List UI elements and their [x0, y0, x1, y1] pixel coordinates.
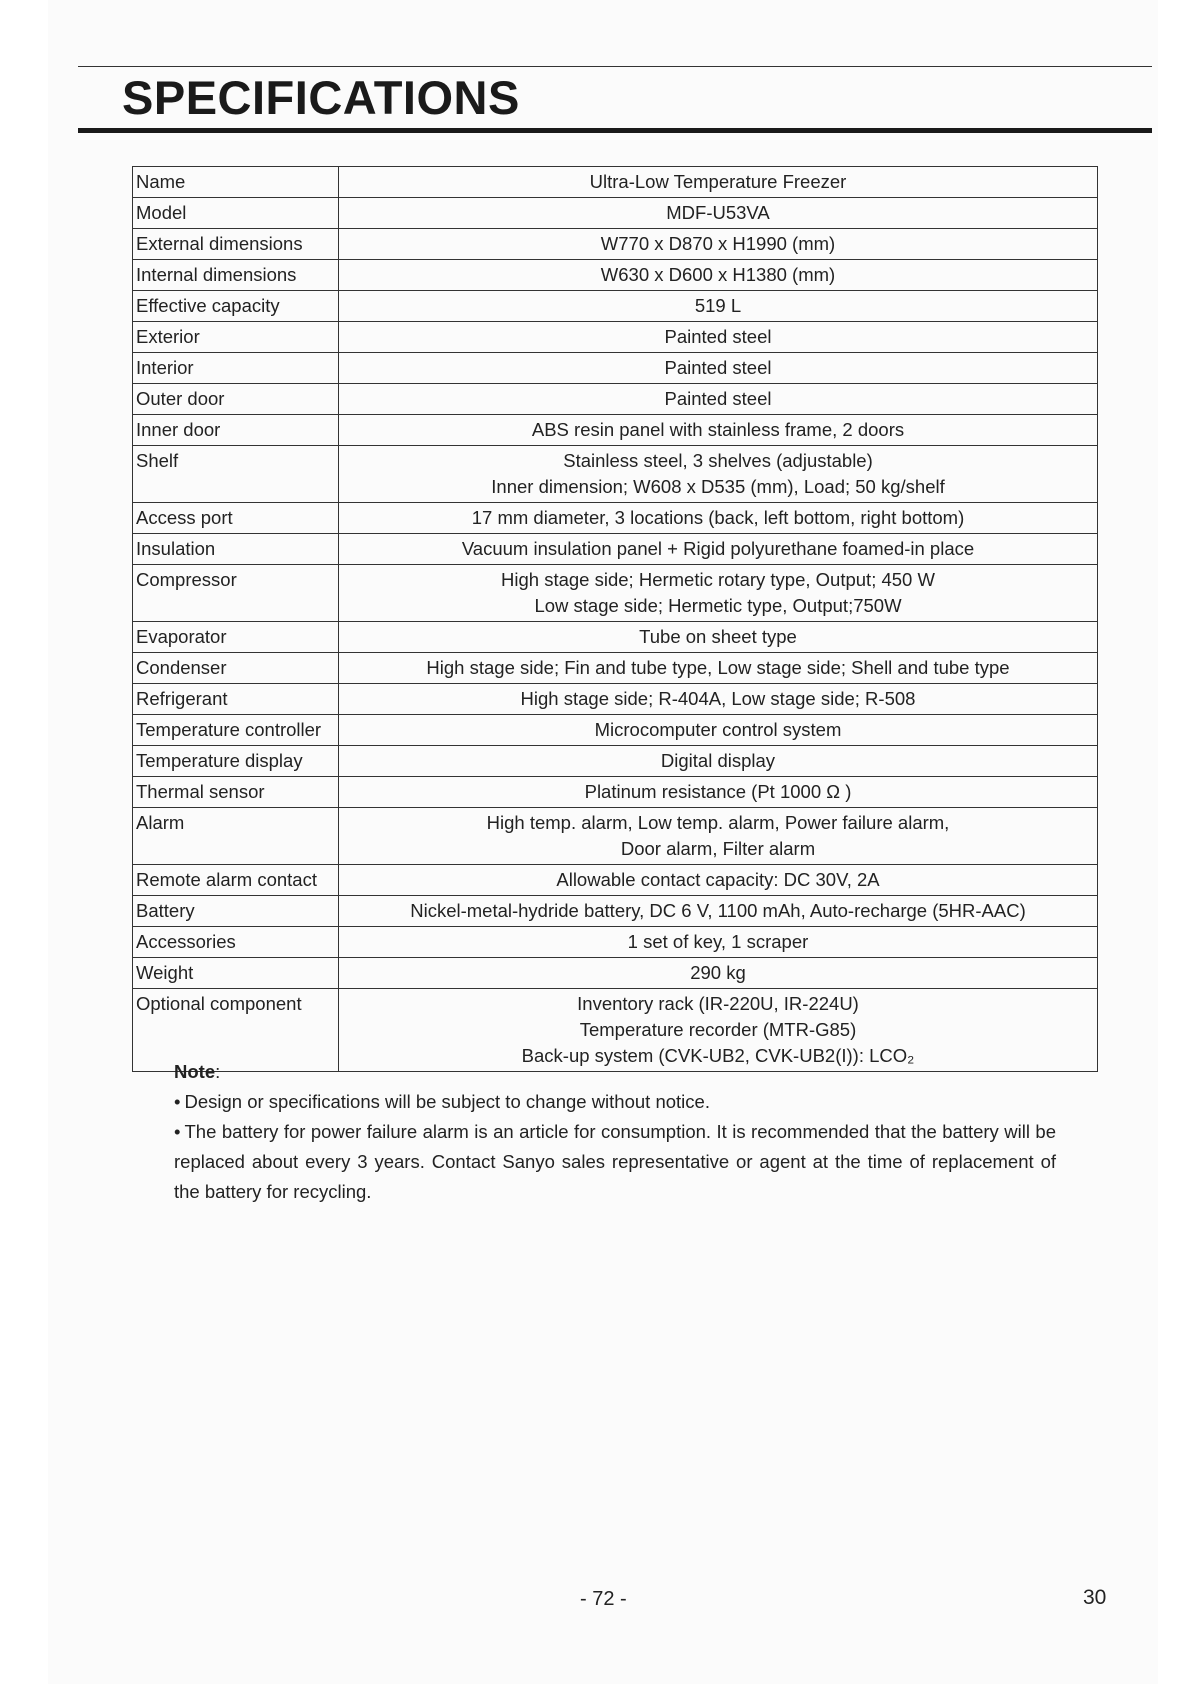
table-row	[133, 260, 1098, 291]
table-row	[133, 353, 1098, 384]
table-row	[133, 198, 1098, 229]
spec-label: Alarm	[133, 808, 339, 865]
spec-value-line: Nickel-metal-hydride battery, DC 6 V, 1100 mAh, Auto-recharge (5HR-AAC)	[410, 900, 1026, 921]
spec-value	[339, 353, 1098, 384]
specifications-table-body	[133, 167, 1098, 1072]
spec-value	[339, 653, 1098, 684]
spec-value-line: Tube on sheet type	[639, 626, 797, 647]
spec-value-line: High stage side; Hermetic rotary type, Output; 450 W	[501, 569, 935, 590]
page-title: SPECIFICATIONS	[122, 71, 520, 124]
spec-value	[339, 167, 1098, 198]
spec-label: Compressor	[133, 565, 339, 622]
spec-value-line: 1 set of key, 1 scraper	[627, 931, 809, 952]
spec-value-line: 519 L	[694, 295, 742, 316]
table-row	[133, 777, 1098, 808]
spec-label: Accessories	[133, 927, 339, 958]
spec-value-line: Door alarm, Filter alarm	[620, 838, 816, 859]
spec-value-line: W770 x D870 x H1990 (mm)	[600, 233, 836, 254]
spec-value	[339, 534, 1098, 565]
spec-label: Remote alarm contact	[133, 865, 339, 896]
spec-value	[339, 777, 1098, 808]
table-row	[133, 415, 1098, 446]
spec-value-line: W630 x D600 x H1380 (mm)	[600, 264, 836, 285]
spec-value	[339, 503, 1098, 534]
spec-value-line: High stage side; R-404A, Low stage side; R-508	[520, 688, 916, 709]
spec-value-line: Vacuum insulation panel + Rigid polyurethane foamed-in place	[461, 538, 975, 559]
notes-section	[174, 1057, 1056, 1207]
table-row	[133, 503, 1098, 534]
table-row	[133, 167, 1098, 198]
spec-value	[339, 622, 1098, 653]
spec-value-line: Low stage side; Hermetic type, Output;750W	[534, 595, 902, 616]
spec-value-line: Stainless steel, 3 shelves (adjustable)	[563, 450, 873, 471]
bullet-icon: •	[174, 1121, 181, 1142]
spec-value	[339, 958, 1098, 989]
spec-label: Effective capacity	[133, 291, 339, 322]
table-row	[133, 896, 1098, 927]
spec-value-line: Allowable contact capacity: DC 30V, 2A	[556, 869, 880, 890]
spec-value-line: Back-up system (CVK-UB2, CVK-UB2(I)): LCO₂	[521, 1045, 915, 1066]
spec-label: Internal dimensions	[133, 260, 339, 291]
spec-value	[339, 291, 1098, 322]
table-row	[133, 684, 1098, 715]
spec-label: Temperature display	[133, 746, 339, 777]
spec-value	[339, 865, 1098, 896]
spec-value	[339, 260, 1098, 291]
spec-value-line: 17 mm diameter, 3 locations (back, left bottom, right bottom)	[471, 507, 965, 528]
spec-label: Condenser	[133, 653, 339, 684]
note-item	[174, 1087, 1056, 1117]
spec-value-line: Painted steel	[664, 326, 772, 347]
table-row	[133, 384, 1098, 415]
table-row	[133, 808, 1098, 865]
spec-value	[339, 229, 1098, 260]
table-row	[133, 565, 1098, 622]
spec-label: Weight	[133, 958, 339, 989]
spec-label: Exterior	[133, 322, 339, 353]
spec-value-line: Microcomputer control system	[594, 719, 842, 740]
table-row	[133, 927, 1098, 958]
note-title-colon: :	[215, 1061, 221, 1082]
table-row	[133, 622, 1098, 653]
spec-value-line: Painted steel	[664, 388, 772, 409]
spec-label: External dimensions	[133, 229, 339, 260]
spec-label: Model	[133, 198, 339, 229]
specifications-table	[132, 166, 1098, 1072]
spec-label: Thermal sensor	[133, 777, 339, 808]
spec-label: Battery	[133, 896, 339, 927]
spec-value	[339, 684, 1098, 715]
spec-value	[339, 715, 1098, 746]
top-rule	[78, 66, 1152, 67]
spec-value	[339, 896, 1098, 927]
spec-value	[339, 322, 1098, 353]
spec-label: Refrigerant	[133, 684, 339, 715]
spec-value-line: Temperature recorder (MTR-G85)	[579, 1019, 857, 1040]
spec-label: Name	[133, 167, 339, 198]
spec-label: Access port	[133, 503, 339, 534]
table-row	[133, 322, 1098, 353]
spec-value	[339, 746, 1098, 777]
spec-value	[339, 808, 1098, 865]
bullet-icon: •	[174, 1091, 181, 1112]
spec-value-line: High stage side; Fin and tube type, Low stage side; Shell and tube type	[426, 657, 1010, 678]
spec-value-line: Ultra-Low Temperature Freezer	[589, 171, 847, 192]
spec-label: Temperature controller	[133, 715, 339, 746]
table-row	[133, 958, 1098, 989]
sheet-number: 30	[1083, 1586, 1107, 1609]
note-heading	[174, 1057, 1056, 1087]
spec-value-line: 290 kg	[690, 962, 746, 983]
spec-value-line: Inventory rack (IR-220U, IR-224U)	[577, 993, 859, 1014]
table-row	[133, 653, 1098, 684]
spec-value	[339, 446, 1098, 503]
spec-value	[339, 384, 1098, 415]
spec-value	[339, 565, 1098, 622]
table-row	[133, 446, 1098, 503]
spec-value	[339, 415, 1098, 446]
spec-label: Evaporator	[133, 622, 339, 653]
note-title: Note	[174, 1061, 216, 1082]
spec-value-line: Platinum resistance (Pt 1000 Ω )	[584, 781, 852, 802]
spec-label: Outer door	[133, 384, 339, 415]
table-row	[133, 291, 1098, 322]
spec-value-line: Painted steel	[664, 357, 772, 378]
spec-label: Inner door	[133, 415, 339, 446]
table-row	[133, 229, 1098, 260]
table-row	[133, 746, 1098, 777]
title-rule	[78, 128, 1152, 133]
spec-label: Interior	[133, 353, 339, 384]
spec-label: Shelf	[133, 446, 339, 503]
spec-value	[339, 198, 1098, 229]
spec-label: Insulation	[133, 534, 339, 565]
page-number: - 72 -	[580, 1588, 627, 1610]
spec-value	[339, 927, 1098, 958]
table-row	[133, 715, 1098, 746]
spec-value-line: Inner dimension; W608 x D535 (mm), Load; 50 kg/shelf	[491, 476, 945, 497]
spec-value-line: ABS resin panel with stainless frame, 2 doors	[531, 419, 905, 440]
spec-value-line: Digital display	[660, 750, 776, 771]
note-item-text: Design or specifications will be subject to change without notice.	[184, 1091, 710, 1112]
note-item	[174, 1117, 1056, 1207]
note-item-text: The battery for power failure alarm is an article for consumption. It is recommended that the battery will be replaced about every 3 years. Contact Sanyo sales representative or agent at the time of replacement of the battery for recycling.	[174, 1121, 1056, 1202]
spec-value-line: MDF-U53VA	[666, 202, 770, 223]
table-row	[133, 865, 1098, 896]
spec-value-line: High temp. alarm, Low temp. alarm, Power failure alarm,	[486, 812, 950, 833]
table-row	[133, 534, 1098, 565]
spec-label: Optional component	[133, 989, 339, 1072]
